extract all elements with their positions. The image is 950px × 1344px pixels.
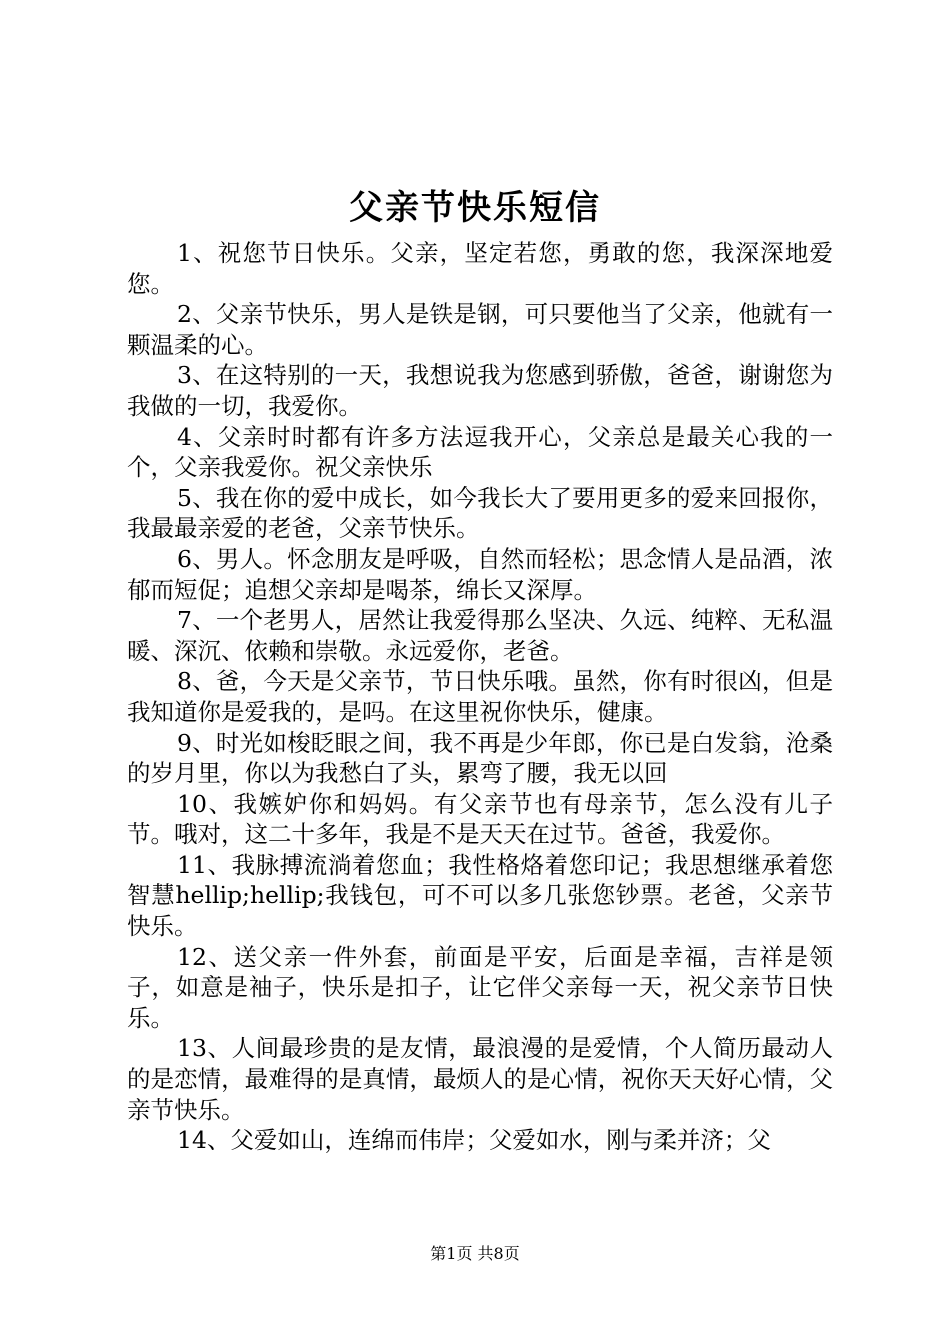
paragraph-4: 4、父亲时时都有许多方法逗我开心，父亲总是最关心我的一个，父亲我爱你。祝父亲快乐 <box>127 422 833 482</box>
paragraph-9: 9、时光如梭眨眼之间，我不再是少年郎，你已是白发翁，沧桑的岁月里，你以为我愁白了头，累弯了腰，我无以回 <box>127 728 833 788</box>
paragraph-13: 13、人间最珍贵的是友情，最浪漫的是爱情，个人简历最动人的是恋情，最难得的是真情，最烦人的是心情，祝你天天好心情，父亲节快乐。 <box>127 1034 833 1124</box>
document-title: 父亲节快乐短信 <box>349 188 601 228</box>
paragraph-3: 3、在这特别的一天，我想说我为您感到骄傲，爸爸，谢谢您为我做的一切，我爱你。 <box>127 361 833 420</box>
paragraph-5: 5、我在你的爱中成长，如今我长大了要用更多的爱来回报你，我最最亲爱的老爸，父亲节快乐。 <box>127 483 833 543</box>
paragraph-11: 11、我脉搏流淌着您血；我性格烙着您印记；我思想继承着您智慧hellip;hellip;我钱包，可不可以多几张您钞票。老爸，父亲节快乐。 <box>127 850 833 941</box>
page-number-footer: 第1页 共8页 <box>430 1244 520 1263</box>
paragraph-1: 1、祝您节日快乐。父亲，坚定若您，勇敢的您，我深深地爱您。 <box>127 239 833 298</box>
document-body <box>127 238 833 1156</box>
paragraph-12: 12、送父亲一件外套，前面是平安，后面是幸福，吉祥是领子，如意是袖子，快乐是扣子，让它伴父亲每一天，祝父亲节日快乐。 <box>127 942 833 1032</box>
paragraph-8: 8、爸，今天是父亲节，节日快乐哦。虽然，你有时很凶，但是我知道你是爱我的，是吗。在这里祝你快乐，健康。 <box>127 667 833 726</box>
paragraph-7: 7、一个老男人，居然让我爱得那么坚决、久远、纯粹、无私温暖、深沉、依赖和崇敬。永远爱你，老爸。 <box>127 606 833 665</box>
paragraph-2: 2、父亲节快乐，男人是铁是钢，可只要他当了父亲，他就有一颗温柔的心。 <box>127 300 833 359</box>
paragraph-10: 10、我嫉妒你和妈妈。有父亲节也有母亲节，怎么没有儿子节。哦对，这二十多年，我是不是天天在过节。爸爸，我爱你。 <box>127 789 833 849</box>
paragraph-6: 6、男人。怀念朋友是呼吸，自然而轻松；思念情人是品酒，浓郁而短促；追想父亲却是喝茶，绵长又深厚。 <box>127 544 833 604</box>
paragraph-14: 14、父爱如山，连绵而伟岸；父爱如水，刚与柔并济；父 <box>177 1126 771 1155</box>
